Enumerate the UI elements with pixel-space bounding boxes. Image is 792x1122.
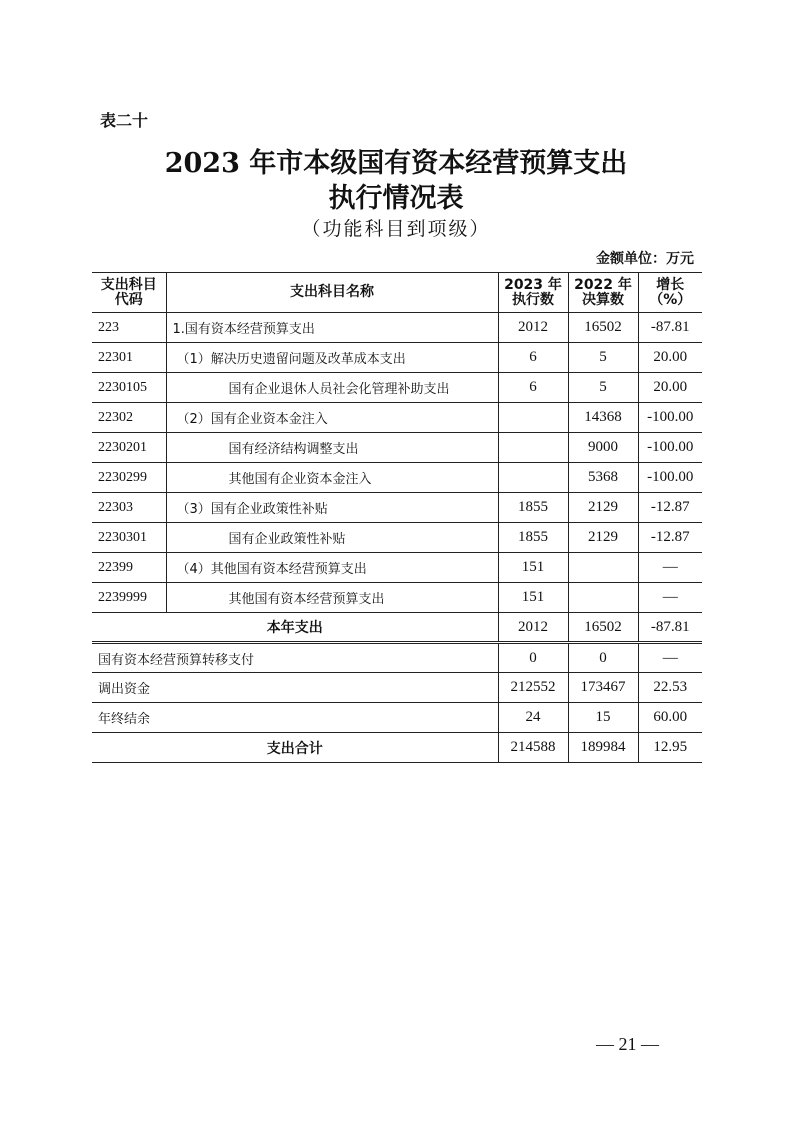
row-exec — [498, 463, 568, 493]
row-final: 0 — [568, 643, 638, 673]
table-row — [92, 523, 702, 553]
row-growth: — — [638, 553, 702, 583]
row-growth: 60.00 — [638, 703, 702, 733]
header-final-2022: 2022 年决算数 — [568, 273, 638, 313]
row-code: 223 — [92, 313, 166, 343]
row-final: 14368 — [568, 403, 638, 433]
header-exec-2023: 2023 年执行数 — [498, 273, 568, 313]
row-growth: -12.87 — [638, 493, 702, 523]
row-growth: 22.53 — [638, 673, 702, 703]
row-exec: 212552 — [498, 673, 568, 703]
row-name: 国有经济结构调整支出 — [166, 433, 498, 463]
header-code: 支出科目代码 — [92, 273, 166, 313]
row-code: 22302 — [92, 403, 166, 433]
grand-total-final: 189984 — [568, 733, 638, 763]
row-exec: 151 — [498, 583, 568, 613]
row-name: （3）国有企业政策性补贴 — [166, 493, 498, 523]
table-row — [92, 583, 702, 613]
row-name: 其他国有资本经营预算支出 — [166, 583, 498, 613]
row-name: 年终结余 — [92, 703, 498, 733]
row-final: 5 — [568, 373, 638, 403]
row-code: 22303 — [92, 493, 166, 523]
table-row — [92, 433, 702, 463]
year-total-exec: 2012 — [498, 613, 568, 643]
row-name: 1.国有资本经营预算支出 — [166, 313, 498, 343]
table-row — [92, 673, 702, 703]
table-row — [92, 493, 702, 523]
row-exec: 24 — [498, 703, 568, 733]
header-name: 支出科目名称 — [166, 273, 498, 313]
table-row — [92, 703, 702, 733]
row-code: 2230301 — [92, 523, 166, 553]
row-exec: 1855 — [498, 523, 568, 553]
unit-note: 金额单位：万元 — [596, 251, 694, 267]
row-exec: 1855 — [498, 493, 568, 523]
table-row — [92, 373, 702, 403]
table-row — [92, 463, 702, 493]
row-final — [568, 583, 638, 613]
table-row — [92, 313, 702, 343]
row-growth: — — [638, 643, 702, 673]
row-code: 2239999 — [92, 583, 166, 613]
row-exec: 151 — [498, 553, 568, 583]
grand-total-growth: 12.95 — [638, 733, 702, 763]
page-title-line1: 2023 年市本级国有资本经营预算支出 — [164, 148, 628, 179]
page-number: — 21 — — [596, 1034, 659, 1054]
row-code: 2230299 — [92, 463, 166, 493]
row-exec: 0 — [498, 643, 568, 673]
row-final — [568, 553, 638, 583]
table-row — [92, 403, 702, 433]
row-code: 22399 — [92, 553, 166, 583]
row-exec — [498, 403, 568, 433]
row-growth: -87.81 — [638, 313, 702, 343]
row-name: 其他国有企业资本金注入 — [166, 463, 498, 493]
row-name: 国有资本经营预算转移支付 — [92, 643, 498, 673]
row-growth: -100.00 — [638, 463, 702, 493]
row-code: 2230201 — [92, 433, 166, 463]
row-final: 5 — [568, 343, 638, 373]
row-code: 2230105 — [92, 373, 166, 403]
row-growth: -100.00 — [638, 433, 702, 463]
row-growth: 20.00 — [638, 373, 702, 403]
row-final: 16502 — [568, 313, 638, 343]
row-growth: 20.00 — [638, 343, 702, 373]
row-final: 2129 — [568, 523, 638, 553]
expenditure-table — [92, 272, 702, 763]
row-name: （1）解决历史遗留问题及改革成本支出 — [166, 343, 498, 373]
row-final: 173467 — [568, 673, 638, 703]
row-name: 国有企业政策性补贴 — [166, 523, 498, 553]
table-row — [92, 643, 702, 673]
header-growth: 增长（%） — [638, 273, 702, 313]
row-code: 22301 — [92, 343, 166, 373]
row-name: 调出资金 — [92, 673, 498, 703]
table-row — [92, 553, 702, 583]
row-exec — [498, 433, 568, 463]
grand-total-exec: 214588 — [498, 733, 568, 763]
table-header-row — [92, 273, 702, 313]
table-row — [92, 343, 702, 373]
row-exec: 6 — [498, 343, 568, 373]
row-final: 9000 — [568, 433, 638, 463]
year-total-row — [92, 613, 702, 643]
row-name: （2）国有企业资本金注入 — [166, 403, 498, 433]
row-growth: — — [638, 583, 702, 613]
grand-total-row — [92, 733, 702, 763]
grand-total-label: 支出合计 — [92, 733, 498, 763]
row-final: 5368 — [568, 463, 638, 493]
page-subtitle: （功能科目到项级） — [301, 218, 491, 240]
year-total-growth: -87.81 — [638, 613, 702, 643]
row-exec: 6 — [498, 373, 568, 403]
row-final: 15 — [568, 703, 638, 733]
year-total-final: 16502 — [568, 613, 638, 643]
table-label: 表二十 — [100, 111, 149, 130]
row-growth: -100.00 — [638, 403, 702, 433]
row-name: （4）其他国有资本经营预算支出 — [166, 553, 498, 583]
row-name: 国有企业退休人员社会化管理补助支出 — [166, 373, 498, 403]
page-title-line2: 执行情况表 — [328, 183, 464, 214]
year-total-label: 本年支出 — [92, 613, 498, 643]
row-growth: -12.87 — [638, 523, 702, 553]
row-final: 2129 — [568, 493, 638, 523]
row-exec: 2012 — [498, 313, 568, 343]
